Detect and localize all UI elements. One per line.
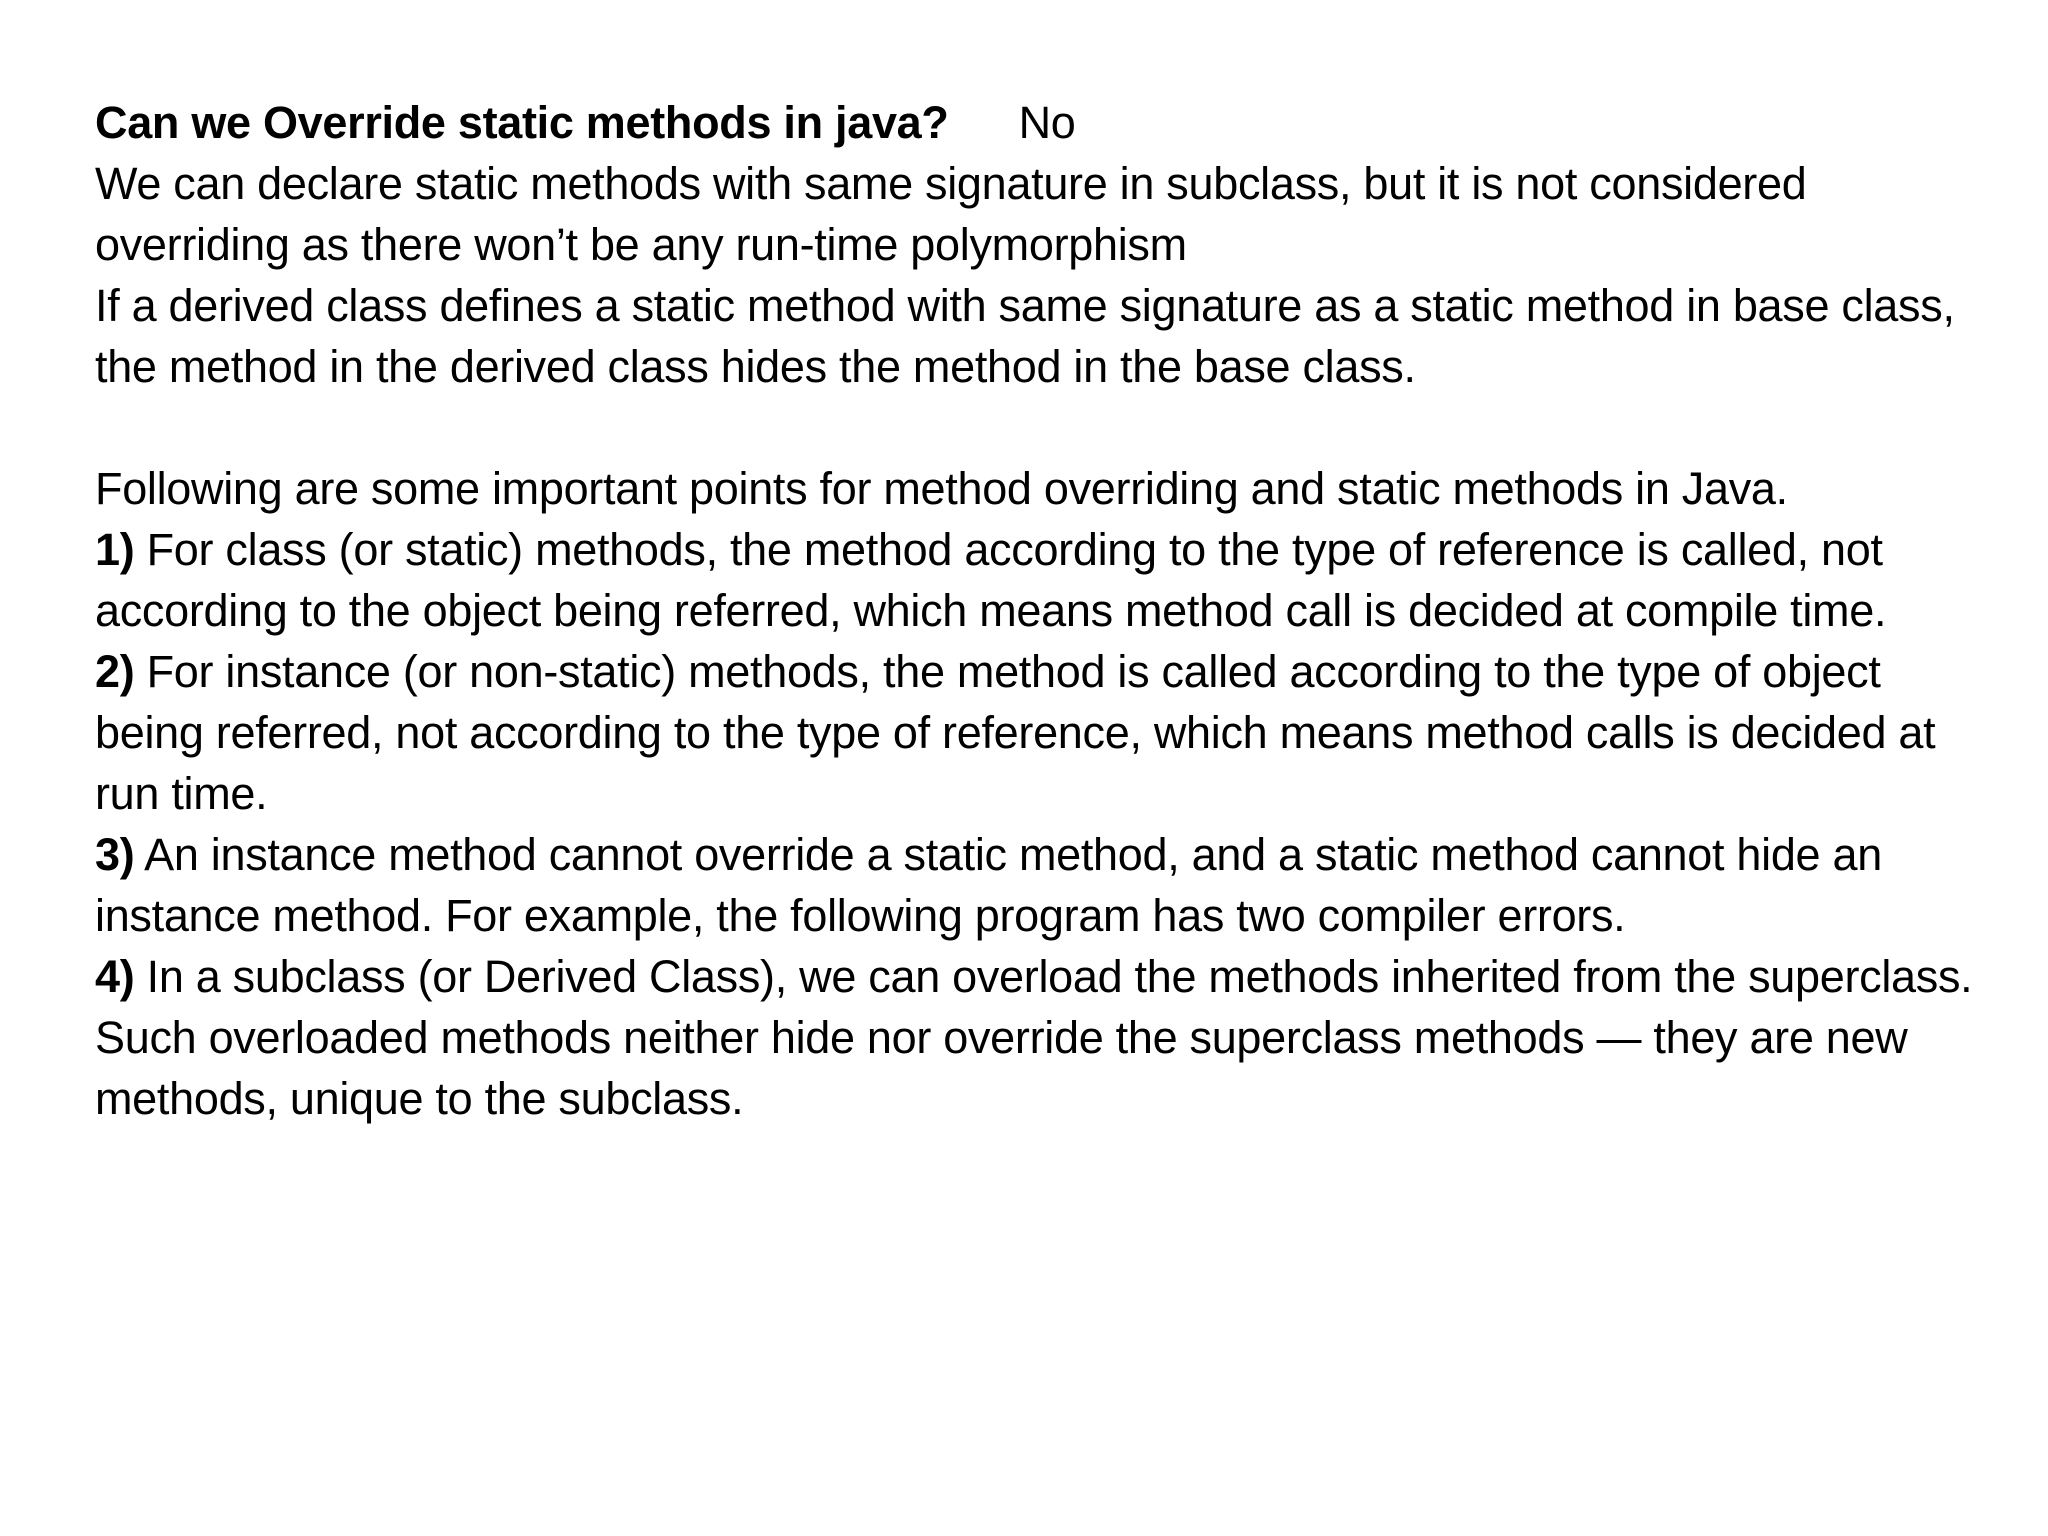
list-item-4-text: In a subclass (or Derived Class), we can overload the methods inherited from the superclass. Such overloaded methods neither hide nor override the superclass methods — they are new methods, unique to the subclass. (95, 951, 1973, 1124)
heading-line (95, 92, 2000, 153)
question-answer: No (1018, 97, 1076, 148)
list-item-3-number: 3) (95, 829, 135, 880)
list-item-4-number: 4) (95, 951, 135, 1002)
list-item-3-text: An instance method cannot override a static method, and a static method cannot hide an instance method. For example, the following program has two compiler errors. (95, 829, 1882, 941)
list-item-1-text: For class (or static) methods, the method according to the type of reference is called, not according to the object being referred, which means method call is decided at compile time. (95, 524, 1887, 636)
paragraph-declare-static: We can declare static methods with same signature in subclass, but it is not considered overriding as there won’t be any run-time polymorphism (95, 158, 1807, 270)
list-item-2 (95, 641, 2000, 824)
list-item-2-number: 2) (95, 646, 135, 697)
paragraph-intro: Following are some important points for method overriding and static methods in Java. (95, 463, 1788, 514)
list-item-1-number: 1) (95, 524, 135, 575)
question-heading: Can we Override static methods in java? (95, 97, 949, 148)
list-item-4 (95, 946, 2000, 1129)
text-block (95, 92, 2000, 1129)
list-item-1 (95, 519, 2000, 641)
list-item-2-text: For instance (or non-static) methods, the method is called according to the type of object being referred, not according to the type of reference, which means method calls is decided at run time. (95, 646, 1936, 819)
list-item-3 (95, 824, 2000, 946)
blank-line (95, 397, 2000, 458)
paragraph-derived-hides: If a derived class defines a static method with same signature as a static method in base class, the method in the derived class hides the method in the base class. (95, 280, 1955, 392)
